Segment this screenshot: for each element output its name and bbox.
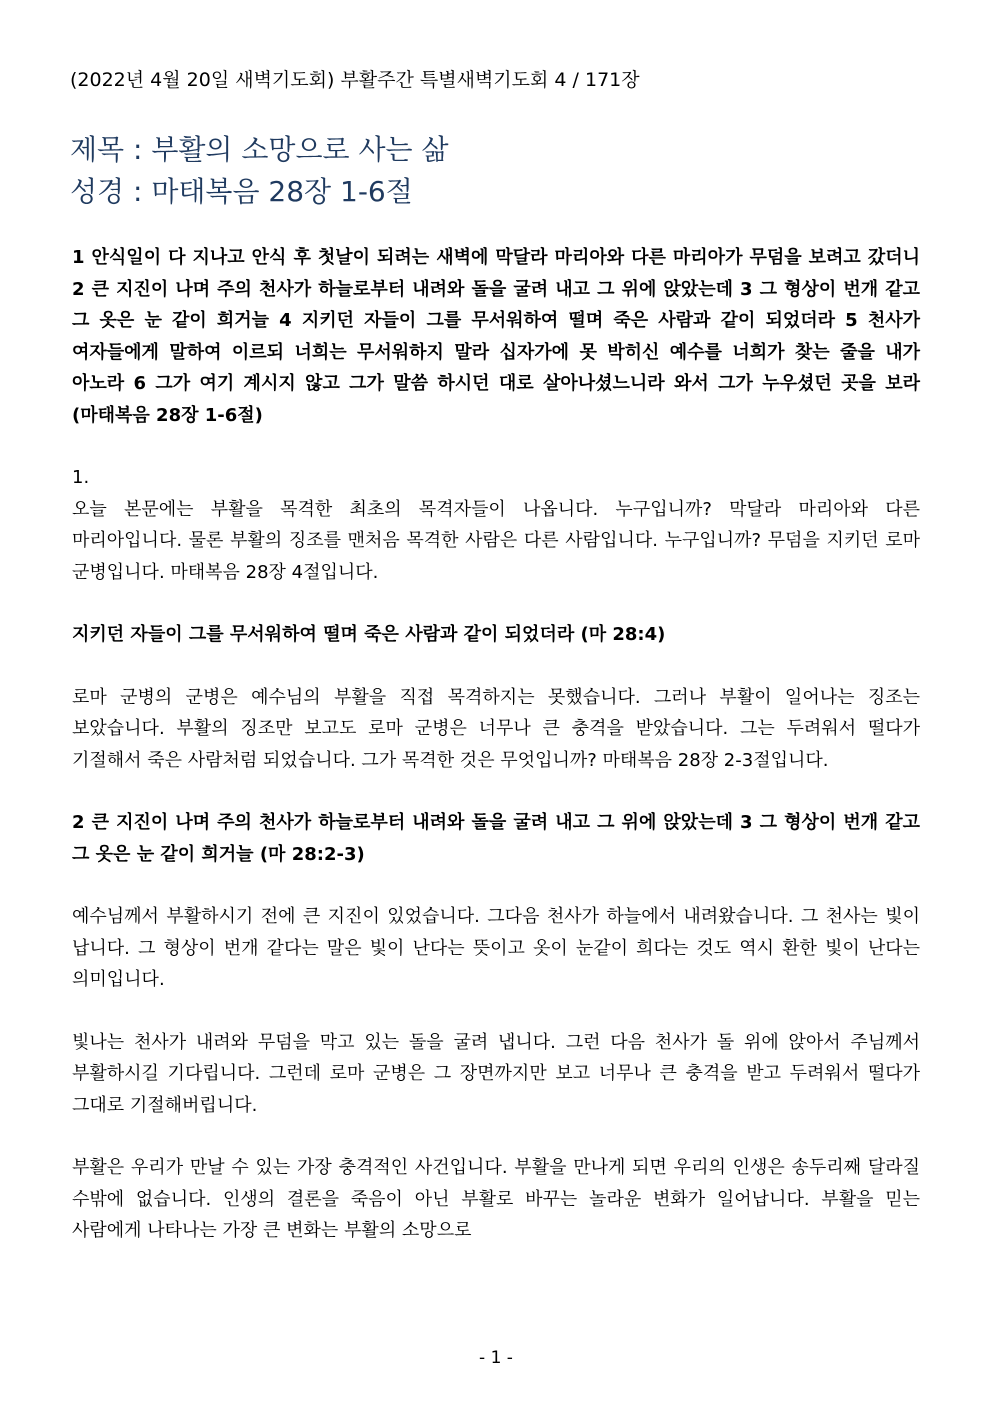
paragraph-1: 오늘 본문에는 부활을 목격한 최초의 목격자들이 나옵니다. 누구입니까? 막달라 마리아와 다른 마리아입니다. 물론 부활의 징조를 맨처음 목격한 사람은 다른 사람입니다. 누구입니까? 무덤을 지키던 로마 군병입니다. 마태복음 28장 4절입니다. [72,498,920,583]
paragraph-3: 예수님께서 부활하시기 전에 큰 지진이 있었습니다. 그다음 천사가 하늘에서 내려왔습니다. 그 천사는 빛이 납니다. 그 형상이 번개 같다는 말은 빛이 난다는 뜻이고 옷이 눈같이 희다는 것도 역시 환한 빛이 난다는 의미입니다. [72,906,920,990]
paragraph-5: 부활은 우리가 만날 수 있는 가장 충격적인 사건입니다. 부활을 만나게 되면 우리의 인생은 송두리째 달라질 수밖에 없습니다. 인생의 결론을 죽음이 아닌 부활로 바꾸는 놀라운 변화가 일어납니다. 부활을 믿는 사람에게 나타나는 가장 큰 변화는 부활의 소망으로 [72,1157,920,1241]
scripture-reference: 성경 : 마태복음 28장 1-6절 [70,175,413,208]
scripture-text: 1 안식일이 다 지나고 안식 후 첫날이 되려는 새벽에 막달라 마리아와 다른 마리아가 무덤을 보려고 갔더니 2 큰 지진이 나며 주의 천사가 하늘로부터 내려와 돌을 굴려 내고 그 위에 앉았는데 3 그 형상이 번개 같고 그 옷은 눈 같이 희거늘 4 지키던 자들이 그를 무서워하여 떨며 죽은 사람과 같이 되었더라 5 천사가 여자들에게 말하여 이르되 너희는 무서워하지 말라 십자가에 못 박히신 예수를 너희가 찾는 줄을 내가 아노라 6 그가 여기 계시지 않고 그가 말씀 하시던 대로 살아나셨느니라 와서 그가 누우셨던 곳을 보라 (마태복음 28장 1-6절) [72,247,920,426]
section-number: 1. [72,467,90,488]
paragraph-4: 빛나는 천사가 내려와 무덤을 막고 있는 돌을 굴려 냅니다. 그런 다음 천사가 돌 위에 앉아서 주님께서 부활하시길 기다립니다. 그런데 로마 군병은 그 장면까지만 보고 너무나 큰 충격을 받고 두려워서 떨다가 그대로 기절해버립니다. [72,1031,920,1116]
sermon-body [72,242,920,1278]
quote-matthew-28-2-3: 2 큰 지진이 나며 주의 천사가 하늘로부터 내려와 돌을 굴려 내고 그 위에 앉았는데 3 그 형상이 번개 같고 그 옷은 눈 같이 희거늘 (마 28:2-3) [72,812,920,865]
sermon-title: 제목 : 부활의 소망으로 사는 삶 [70,133,449,166]
quote-matthew-28-4: 지키던 자들이 그를 무서워하여 떨며 죽은 사람과 같이 되었더라 (마 28:4) [72,624,666,645]
service-header: (2022년 4월 20일 새벽기도회) 부활주간 특별새벽기도회 4 / 171장 [70,69,640,91]
page-number: - 1 - [479,1348,513,1368]
paragraph-2: 로마 군병의 군병은 예수님의 부활을 직접 목격하지는 못했습니다. 그러나 부활이 일어나는 징조는 보았습니다. 부활의 징조만 보고도 로마 군병은 너무나 큰 충격을 받았습니다. 그는 두려워서 떨다가 기절해서 죽은 사람처럼 되었습니다. 그가 목격한 것은 무엇입니까? 마태복음 28장 2-3절입니다. [72,686,920,771]
